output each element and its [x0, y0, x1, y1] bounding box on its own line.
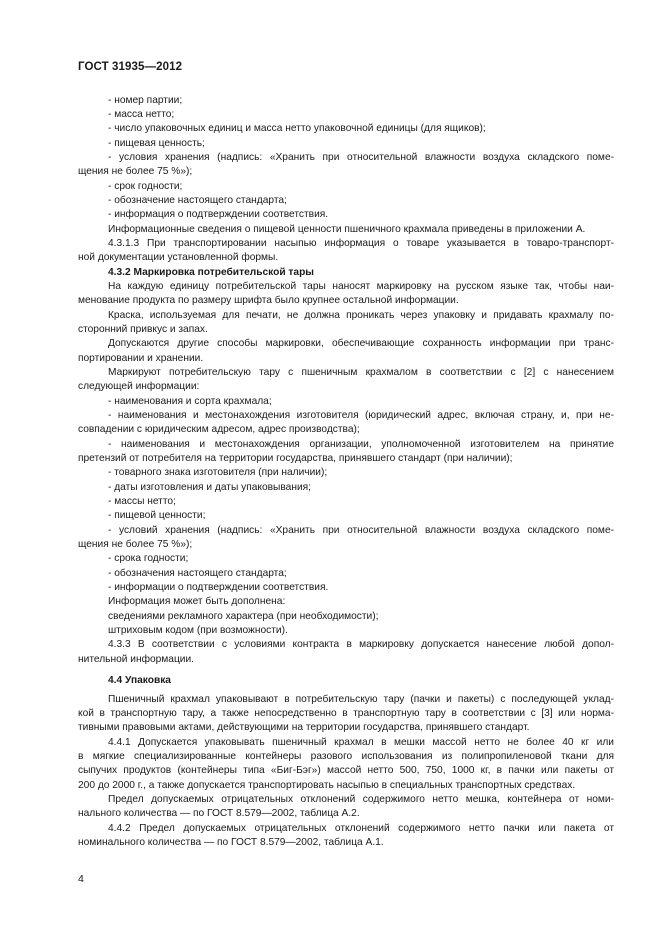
text-line: - наименования и местонахождения изготовителя (юридический адрес, включая страну, и, при не-: [108, 410, 614, 421]
text-line: - условий хранения (надпись: «Хранить при относительной влажности воздуха складского поме-: [108, 525, 614, 536]
section-heading: 4.3.2 Маркировка потребительской тары: [108, 267, 314, 278]
text-line: Краска, используемая для печати, не должна проникать через упаковку и придавать крахмалу по-: [108, 310, 614, 321]
text-line: - даты изготовления и даты упаковывания;: [108, 482, 311, 493]
text-line: тивными правовыми актами, действующими на территории государства, принявшего стандарт.: [78, 722, 530, 733]
text-line: щения не более 75 %»);: [78, 166, 193, 177]
text-line: портировании и хранении.: [78, 353, 204, 364]
text-line: - пищевая ценность;: [108, 138, 205, 149]
text-line: Маркируют потребительскую тару с пшеничным крахмалом в соответствии с [2] с нанесением: [108, 367, 614, 378]
text-line: - информации о подтверждении соответствия.: [108, 582, 329, 593]
text-line: в мягкие специализированные контейнеры разового использования из полипропиленовой ткани для: [78, 751, 614, 762]
text-line: - пищевой ценности;: [108, 510, 206, 521]
text-line: ной документации установленной формы.: [78, 252, 279, 263]
text-line: - обозначение настоящего стандарта;: [108, 195, 287, 206]
text-line: Пшеничный крахмал упаковывают в потребительскую тару (пачки и пакеты) с последующей уклад-: [108, 694, 614, 705]
text-line: менование продукта по размеру шрифта было крупнее остальной информации.: [78, 295, 459, 306]
text-line: кой в транспортную тару, а также непосредственно в транспортную тару в соответствии с [3] или норма-: [78, 708, 614, 719]
section-heading: 4.4 Упаковка: [108, 675, 171, 686]
text-line: сторонний привкус и запах.: [78, 324, 208, 335]
text-line: номинального количества — по ГОСТ 8.579—2002, таблица А.1.: [78, 837, 384, 848]
text-line: - информация о подтверждении соответствия.: [108, 209, 329, 220]
text-line: Допускаются другие способы маркировки, обеспечивающие сохранность информации при транс-: [108, 338, 614, 349]
text-line: - обозначения настоящего стандарта;: [108, 568, 287, 579]
text-line: претензий от потребителя на территории государства, принявшего стандарт (при наличии);: [78, 453, 513, 464]
text-line: - срок годности;: [108, 181, 183, 192]
text-line: нительной информации.: [78, 654, 195, 665]
text-line: нального количества — по ГОСТ 8.579—2002, таблица А.2.: [78, 808, 360, 819]
text-line: - масса нетто;: [108, 109, 175, 120]
text-line: - число упаковочных единиц и масса нетто упаковочной единицы (для ящиков);: [108, 123, 486, 134]
text-line: сведениями рекламного характера (при необходимости);: [108, 611, 379, 622]
text-line: штриховым кодом (при возможности).: [108, 625, 288, 636]
document-header: ГОСТ 31935—2012: [78, 61, 183, 73]
text-line: - номер партии;: [108, 95, 183, 106]
text-line: - наименования и местонахождения организации, уполномоченной изготовителем на принятие: [108, 439, 614, 450]
text-line: - срока годности;: [108, 553, 189, 564]
text-line: совпадении с юридическим адресом, адрес производства);: [78, 424, 360, 435]
text-line: 4.4.1 Допускается упаковывать пшеничный крахмал в мешки массой нетто не более 40 кг или: [108, 737, 614, 748]
text-line: Информационные сведения о пищевой ценности пшеничного крахмала приведены в приложении А.: [108, 224, 586, 235]
text-line: 4.3.1.3 При транспортировании насыпью информация о товаре указывается в товаро-транспорт-: [108, 238, 614, 249]
text-line: - условия хранения (надпись: «Хранить при относительной влажности воздуха складского поме-: [108, 152, 614, 163]
text-line: - массы нетто;: [108, 496, 176, 507]
text-line: сыпучих продуктов (контейнеры типа «Биг-Бэг») массой нетто 500, 750, 1000 кг, в пачки или пакеты от: [78, 765, 614, 776]
text-line: - наименования и сорта крахмала;: [108, 396, 272, 407]
text-line: На каждую единицу потребительской тары наносят маркировку на русском языке так, чтобы наи-: [108, 281, 614, 292]
text-line: 4.4.2 Предел допускаемых отрицательных отклонений содержимого нетто пачки или пакета от: [108, 823, 614, 834]
text-line: Предел допускаемых отрицательных отклонений содержимого нетто мешка, контейнера от номи-: [108, 794, 614, 805]
page-number: 4: [78, 873, 84, 885]
text-line: 200 до 2000 г., а также допускается транспортировать насыпью в специальных транспортных средствах.: [78, 780, 576, 791]
text-line: следующей информации:: [78, 381, 200, 392]
text-line: Информация может быть дополнена:: [108, 596, 286, 607]
text-line: 4.3.3 В соответствии с условиями контракта в маркировку допускается нанесение любой допол-: [108, 639, 614, 650]
text-line: - товарного знака изготовителя (при наличии);: [108, 467, 328, 478]
text-line: щения не более 75 %»);: [78, 539, 193, 550]
